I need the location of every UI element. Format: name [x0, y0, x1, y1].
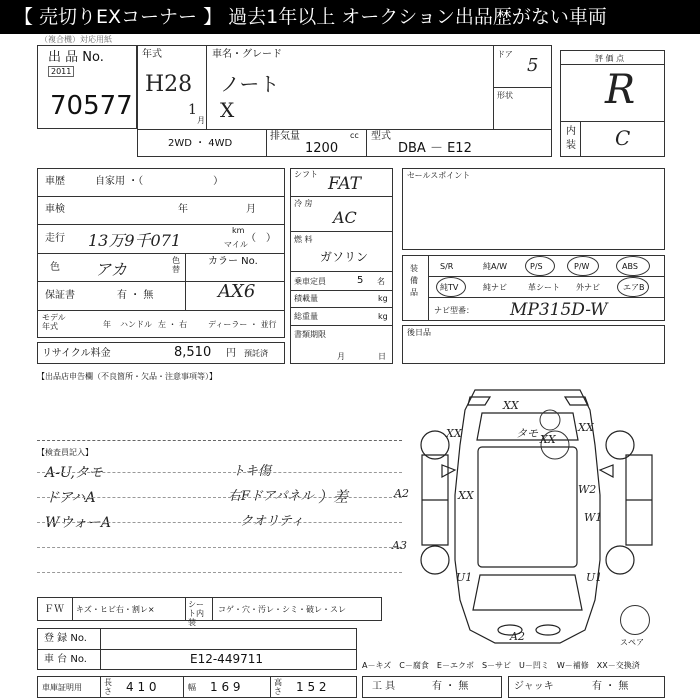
displacement-unit: cc	[350, 131, 359, 140]
note-mid-3: クオリティ	[240, 514, 304, 529]
doc-month: 月	[337, 352, 345, 361]
mark-right-panel: W1	[584, 511, 603, 524]
name-label: 車名・グレード	[212, 49, 282, 60]
mileage-value: 13万9千071	[88, 231, 182, 250]
door-value: 5	[527, 55, 539, 76]
interior-label-2: 装	[566, 140, 576, 151]
shift-label: シフト	[294, 170, 318, 179]
chassis-label: 車 台 No.	[44, 654, 87, 665]
capacity-value: 5	[357, 275, 364, 286]
warranty-value: 有 ・ 無	[117, 290, 154, 301]
drive-options: 2WD ・ 4WD	[168, 138, 233, 149]
seller-note-label: 【出品店申告欄（不良箇所・欠品・注意事項等）】	[37, 372, 217, 381]
history-label: 車歴	[45, 176, 65, 187]
model-value: DBA － E12	[398, 141, 472, 156]
jack-value: 有 ・ 無	[592, 681, 629, 692]
after-items-box	[402, 325, 665, 364]
note-line-1: A-U,タモ	[45, 465, 103, 481]
sales-point-box	[402, 168, 665, 250]
circle-pw	[567, 256, 599, 276]
circle-abs	[616, 256, 650, 276]
circle-tv	[436, 277, 466, 297]
seat-value: コゲ・穴・汚レ・シミ・破レ・スレ	[218, 605, 346, 614]
note-mid-2: 右Fドアパネル	[228, 489, 314, 504]
equip-navi: 純ナビ	[483, 283, 507, 292]
month-unit: 月	[197, 116, 205, 125]
circle-airbag	[617, 277, 649, 297]
equip-abs: ABS	[622, 262, 638, 271]
height-label: 高さ	[274, 678, 282, 696]
mark-left-rear: A3	[392, 539, 407, 552]
handle-value: 左 ・ 右	[158, 320, 188, 329]
circle-ps	[525, 256, 555, 276]
shift-value: FAT	[328, 174, 362, 194]
damage-legend: A－キズ C－腐食 E－エクボ S－サビ U－凹ミ W－補修 XX－交換済	[362, 661, 640, 670]
recycle-note: 預託済	[244, 349, 268, 358]
load-unit: kg	[378, 294, 388, 303]
month-value: 1	[188, 102, 197, 118]
header-banner: 【 売切りEXコーナー 】 過去1年以上 オークション出品歴がない車両	[0, 0, 700, 34]
reg-label: 登 録 No.	[44, 633, 87, 644]
equip-leather: 革シート	[528, 283, 560, 292]
handle-label: ハンドル	[120, 320, 152, 329]
mark-windshield: タモ	[516, 427, 538, 440]
equip-tv: 純TV	[440, 283, 459, 292]
history-value: 自家用 ・（ ）	[95, 176, 224, 187]
displacement-label: 排気量	[270, 131, 300, 142]
inspection-month: 月	[246, 204, 256, 215]
model-change-label: モデル年式	[42, 313, 66, 331]
fuel-value: ガソリン	[320, 250, 369, 264]
color-swap-label: 色替	[172, 256, 180, 274]
jack-label: ジャッキ	[514, 681, 554, 692]
interior-value: C	[615, 126, 631, 150]
equip-ps: P/S	[530, 262, 543, 271]
tools-value: 有 ・ 無	[432, 681, 469, 692]
fw-label: ＦＷ	[44, 604, 64, 615]
inspection-year: 年	[178, 204, 188, 215]
lot-stamp: 2011	[48, 66, 74, 77]
score-value: R	[605, 67, 636, 113]
lot-number: 70577	[50, 91, 133, 121]
tools-label: 工 具	[372, 681, 396, 692]
height-value: 1 5 2	[296, 680, 327, 694]
dims-label: 車庫証明用	[42, 683, 82, 692]
displacement-value: 1200	[305, 141, 339, 156]
length-label: 長さ	[104, 678, 112, 696]
mileage-paren: （ ）	[246, 233, 276, 244]
sales-label: セールスポイント	[407, 171, 471, 180]
chassis-value: E12-449711	[190, 652, 263, 666]
car-name: ノート	[220, 72, 280, 96]
note-line-3: WウォーA	[45, 515, 111, 531]
inspector-label: 【検査員記入】	[37, 448, 93, 457]
mark-rear-bumper: A2	[510, 630, 525, 643]
seat-label: シート内装	[188, 600, 204, 627]
mileage-km: km	[232, 226, 245, 235]
warranty-label: 保証書	[45, 290, 75, 301]
color-no-label: カラー No.	[208, 256, 258, 267]
year-value: H28	[145, 72, 193, 97]
recycle-label: リサイクル料金	[42, 348, 111, 359]
navi-value: MP315D-W	[510, 300, 608, 320]
recycle-unit: 円	[226, 348, 236, 359]
ac-label: 冷 房	[294, 199, 313, 208]
mark-rear-right: U1	[586, 571, 603, 584]
ac-value: AC	[333, 208, 357, 227]
color-no-value: AX6	[218, 281, 256, 302]
mark-right-door: W2	[578, 483, 597, 496]
top-cut-text: （複合機）対応用紙	[40, 35, 112, 44]
fw-value: キズ・ヒビ右・割レ×	[76, 605, 155, 614]
spare-label: スペア	[620, 638, 644, 647]
inspection-label: 車検	[45, 204, 65, 215]
weight-label: 総重量	[294, 312, 318, 321]
equip-ext-navi: 外ナビ	[576, 283, 600, 292]
year-unit: 年	[103, 320, 111, 329]
doc-label: 書類期限	[294, 330, 326, 339]
mileage-mile: マイル	[224, 240, 248, 249]
mileage-label: 走行	[45, 233, 65, 244]
lot-label: 出 品 No.	[48, 50, 104, 65]
length-value: 4 1 0	[126, 680, 157, 694]
note-line-2: ドアハA	[45, 490, 96, 506]
mark-hood: XX	[503, 399, 519, 412]
equip-alloy: 純A/W	[483, 262, 508, 271]
score-label: 評 価 点	[595, 54, 625, 63]
equip-airbag: エアB	[623, 283, 645, 292]
year-label: 年式	[142, 49, 162, 60]
spare-tire-icon	[620, 605, 650, 635]
mark-rear-left: U1	[456, 571, 473, 584]
equip-pw: P/W	[574, 262, 590, 271]
note-mid-1: トキ傷	[232, 464, 272, 479]
weight-unit: kg	[378, 312, 388, 321]
capacity-label: 乗車定員	[294, 277, 326, 286]
mark-left-panel: XX	[458, 489, 474, 502]
shape-label: 形状	[497, 91, 513, 100]
note-right: ）差	[318, 488, 349, 506]
doc-day: 日	[378, 352, 386, 361]
capacity-unit: 名	[377, 277, 385, 286]
after-label: 後日品	[407, 328, 431, 337]
equip-label: 装備品	[410, 264, 418, 297]
grade: X	[220, 98, 235, 122]
fuel-label: 燃 料	[294, 235, 313, 244]
load-label: 積載量	[294, 294, 318, 303]
model-label: 型式	[371, 131, 391, 142]
door-label: ドア	[497, 50, 513, 59]
width-value: 1 6 9	[210, 680, 241, 694]
mark-front-right: XX	[578, 421, 594, 434]
width-label: 幅	[188, 683, 196, 692]
color-value: アカ	[95, 260, 127, 279]
mark-left-door: A2	[394, 487, 409, 500]
mark-roof-front: XX	[540, 433, 556, 446]
color-label: 色	[50, 262, 60, 273]
interior-label-1: 内	[566, 126, 576, 137]
navi-label: ナビ型番：	[434, 306, 474, 315]
recycle-value: 8,510	[174, 345, 212, 360]
mark-front-left: XX	[446, 427, 462, 440]
equip-sr: S/R	[440, 262, 454, 271]
dealer-label: ディーラー ・ 並行	[208, 320, 277, 329]
